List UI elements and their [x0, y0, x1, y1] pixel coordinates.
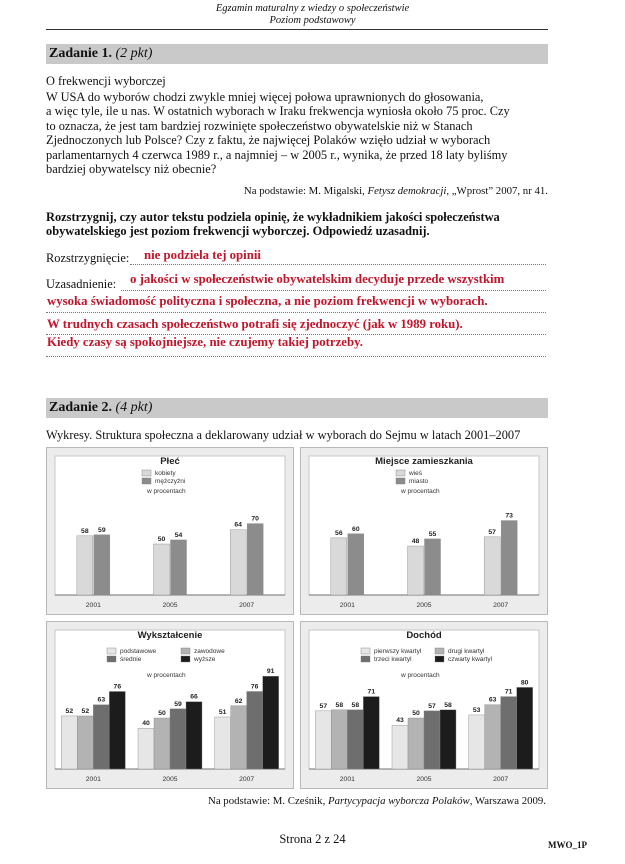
- paragraph-line: bardziej obywatelscy niż obecnie?: [46, 162, 217, 177]
- bar: [154, 718, 170, 769]
- bar: [230, 530, 246, 595]
- question-line: obywatelskiego jest poziom frekwencji wyborczej. Odpowiedź uzasadnij.: [46, 224, 430, 239]
- task1-paragraph: [46, 90, 548, 176]
- bar: [263, 676, 279, 769]
- legend-label: mężczyźni: [155, 478, 186, 485]
- bar: [109, 691, 125, 769]
- header-divider: [46, 29, 548, 30]
- legend-label: zawodowe: [194, 648, 225, 655]
- legend-label: czwarty kwartyl: [448, 656, 493, 663]
- bar: [425, 539, 441, 595]
- bar-value-label: 56: [335, 529, 343, 537]
- legend-swatch: [107, 648, 116, 654]
- category-label: 2001: [85, 776, 101, 783]
- exam-title: Egzamin maturalny z wiedzy o społeczeństwie: [215, 3, 410, 14]
- chart-gender: [46, 447, 294, 615]
- bar: [348, 534, 364, 595]
- legend-swatch: [396, 478, 405, 484]
- bar-value-label: 53: [472, 706, 481, 714]
- unit-label: w procentach: [401, 672, 440, 679]
- source-suffix: , „Wprost” 2007, nr 41.: [446, 185, 548, 197]
- legend-swatch: [396, 470, 405, 476]
- bar: [440, 710, 456, 769]
- bar-value-label: 70: [251, 515, 259, 523]
- task2-points: (4 pkt): [115, 400, 153, 415]
- bar-value-label: 63: [488, 696, 497, 704]
- category-label: 2005: [162, 776, 178, 783]
- bar: [331, 538, 347, 595]
- legend-label: wieś: [409, 470, 423, 477]
- bar: [231, 706, 247, 769]
- source-title: Partycypacja wyborcza Polaków: [327, 795, 470, 807]
- answer-line: [121, 290, 546, 291]
- legend-swatch: [361, 656, 370, 662]
- bar: [247, 524, 263, 595]
- legend-swatch: [181, 648, 190, 654]
- chart-residence-svg: [301, 448, 547, 614]
- bar: [331, 710, 347, 769]
- task1-title: Zadanie 1.: [49, 46, 113, 61]
- legend-label: trzeci kwartyl: [374, 656, 412, 663]
- bar: [171, 540, 187, 595]
- legend-swatch: [435, 648, 444, 654]
- category-label: 2001: [85, 602, 101, 609]
- legend-swatch: [435, 656, 444, 662]
- bar: [347, 710, 363, 769]
- bar-value-label: 57: [488, 528, 496, 536]
- justification-answer-line: W trudnych czasach społeczeństwo potrafi się zjednoczyć (jak w 1989 roku).: [47, 317, 463, 331]
- bar-value-label: 64: [234, 521, 242, 529]
- bar: [138, 728, 154, 769]
- bar-value-label: 91: [266, 668, 275, 676]
- chart-title: Miejsce zamieszkania: [375, 456, 473, 467]
- justification-answer-line: wysoka świadomość polityczna i społeczna, a nie poziom frekwencji w wyborach.: [47, 294, 488, 308]
- bar-value-label: 80: [520, 679, 529, 687]
- bar-value-label: 62: [234, 697, 243, 705]
- bar-value-label: 71: [504, 688, 513, 696]
- bar-value-label: 50: [157, 536, 166, 543]
- task2-title-bar: [46, 398, 548, 418]
- bar-value-label: 40: [142, 720, 150, 728]
- source-title: Fetysz demokracji: [367, 185, 447, 197]
- category-label: 2005: [162, 602, 178, 609]
- exam-code: MWO_1P: [548, 840, 587, 850]
- legend-label: pierwszy kwartyl: [374, 648, 422, 655]
- bar-value-label: 59: [98, 526, 106, 534]
- task1-text-title: O frekwencji wyborczej: [46, 74, 166, 88]
- legend-swatch: [361, 648, 370, 654]
- chart-income-svg: [301, 622, 547, 788]
- bar-value-label: 63: [97, 696, 106, 704]
- answer-line: [46, 356, 546, 357]
- bar: [424, 711, 440, 769]
- unit-label: w procentach: [147, 672, 186, 679]
- bar-value-label: 43: [396, 717, 404, 725]
- answer-line: [46, 312, 546, 313]
- bar-value-label: 58: [351, 701, 360, 709]
- bar-value-label: 66: [190, 693, 198, 701]
- bar-value-label: 52: [81, 707, 90, 715]
- paragraph-line: Zjednoczonych lub Polsce? Czy z faktu, że najwięcej Polaków wzięło udział w wyborach: [46, 133, 491, 148]
- bar: [363, 697, 379, 769]
- bar: [77, 716, 93, 769]
- bar: [93, 705, 109, 769]
- page-number: Strona 2 z 24: [279, 832, 346, 846]
- bar: [170, 709, 186, 769]
- paragraph-line: a więc tyle, ile u nas. W ostatnich wyborach w Iraku frekwencja wyniosła około 75 proc. Czy: [46, 104, 510, 119]
- task2-title: Zadanie 2.: [49, 400, 113, 415]
- chart-education: [46, 621, 294, 789]
- decision-answer: nie podziela tej opinii: [144, 248, 261, 262]
- chart-education-svg: [47, 622, 293, 788]
- bar-value-label: 54: [174, 531, 183, 539]
- exam-level: Poziom podstawowy: [269, 15, 356, 26]
- bar-value-label: 58: [444, 701, 452, 709]
- justification-answer-line: Kiedy czasy są spokojniejsze, nie czujemy takiej potrzeby.: [47, 335, 363, 349]
- source-prefix: Na podstawie: M. Cześnik,: [208, 795, 328, 807]
- chart-title: Dochód: [406, 630, 442, 641]
- bar-value-label: 55: [428, 530, 437, 538]
- category-label: 2007: [239, 776, 255, 783]
- task2-source: [46, 795, 546, 807]
- decision-label: Rozstrzygnięcie:: [46, 251, 130, 265]
- bar: [315, 711, 331, 769]
- unit-label: w procentach: [401, 488, 440, 495]
- chart-title: Wykształcenie: [137, 630, 203, 641]
- unit-label: w procentach: [147, 488, 186, 495]
- legend-label: podstawowe: [120, 648, 157, 655]
- bar-value-label: 51: [218, 708, 227, 716]
- category-label: 2001: [339, 776, 355, 783]
- bar: [501, 521, 517, 595]
- bar-value-label: 48: [411, 538, 420, 546]
- source-prefix: Na podstawie: M. Migalski,: [243, 185, 368, 197]
- bar: [77, 536, 93, 595]
- paragraph-line: W USA do wyborów chodzi zwykle mniej więcej połowa uprawnionych do głosowania,: [46, 90, 484, 104]
- bar: [61, 716, 77, 769]
- legend-label: miasto: [409, 478, 429, 485]
- bar-value-label: 57: [319, 702, 328, 710]
- bar-value-label: 76: [250, 683, 259, 691]
- bar-value-label: 52: [65, 707, 74, 715]
- legend-label: średnie: [120, 656, 142, 663]
- task1-points: (2 pkt): [115, 46, 153, 61]
- task1-source: [46, 185, 548, 197]
- bar: [484, 537, 500, 595]
- legend-label: wyższe: [194, 656, 216, 663]
- justification-answer-line: o jakości w społeczeństwie obywatelskim decyduje przede wszystkim: [130, 272, 505, 286]
- bar: [186, 702, 202, 769]
- legend-swatch: [142, 470, 151, 476]
- bar: [501, 697, 517, 769]
- bar-value-label: 58: [335, 701, 344, 709]
- paragraph-line: to oznacza, że jest tam bardziej rozwinięte społeczeństwo obywatelskie niż w Stanach: [46, 118, 473, 133]
- bar-value-label: 50: [158, 710, 166, 717]
- task1-question: [46, 210, 548, 239]
- bar: [247, 691, 263, 769]
- chart-residence: [300, 447, 548, 615]
- chart-income: [300, 621, 548, 789]
- bar-value-label: 73: [505, 512, 513, 520]
- bar: [392, 725, 408, 769]
- legend-label: drugi kwartyl: [448, 648, 485, 655]
- bar-value-label: 71: [367, 688, 376, 696]
- bar-value-label: 58: [81, 527, 89, 535]
- bar: [517, 687, 533, 769]
- question-line: Rozstrzygnij, czy autor tekstu podziela opinię, że wykładnikiem jakości społeczeństwa: [46, 210, 500, 224]
- category-label: 2007: [493, 776, 509, 783]
- task2-caption: Wykresy. Struktura społeczna a deklarowany udział w wyborach do Sejmu w latach 2001–2007: [46, 428, 521, 442]
- decision-answer-line: [130, 264, 546, 265]
- bar-value-label: 76: [113, 683, 122, 691]
- justification-label: Uzasadnienie:: [46, 277, 117, 291]
- bar: [408, 546, 424, 595]
- bar: [408, 718, 424, 769]
- category-label: 2007: [239, 602, 255, 609]
- bar: [215, 717, 231, 769]
- bar: [154, 544, 170, 595]
- legend-swatch: [181, 656, 190, 662]
- task1-title-bar: [46, 44, 548, 64]
- category-label: 2007: [493, 602, 509, 609]
- category-label: 2005: [416, 776, 432, 783]
- legend-swatch: [142, 478, 151, 484]
- bar: [469, 715, 485, 769]
- legend-label: kobiety: [155, 470, 176, 477]
- bar-value-label: 59: [174, 700, 182, 708]
- legend-swatch: [107, 656, 116, 662]
- bar-value-label: 50: [412, 710, 420, 717]
- category-label: 2005: [416, 602, 432, 609]
- paragraph-line: parlamentarnych 4 czerwca 1989 r., a najmniej – w 2005 r., wynika, że przed 18 laty byliśmy: [46, 147, 508, 162]
- chart-title: Płeć: [160, 456, 180, 467]
- category-label: 2001: [339, 602, 355, 609]
- bar-value-label: 57: [428, 702, 436, 710]
- chart-gender-svg: [47, 448, 293, 614]
- bar-value-label: 60: [352, 525, 360, 533]
- bar: [485, 705, 501, 769]
- bar: [94, 535, 110, 595]
- source-suffix: , Warszawa 2009.: [469, 795, 546, 807]
